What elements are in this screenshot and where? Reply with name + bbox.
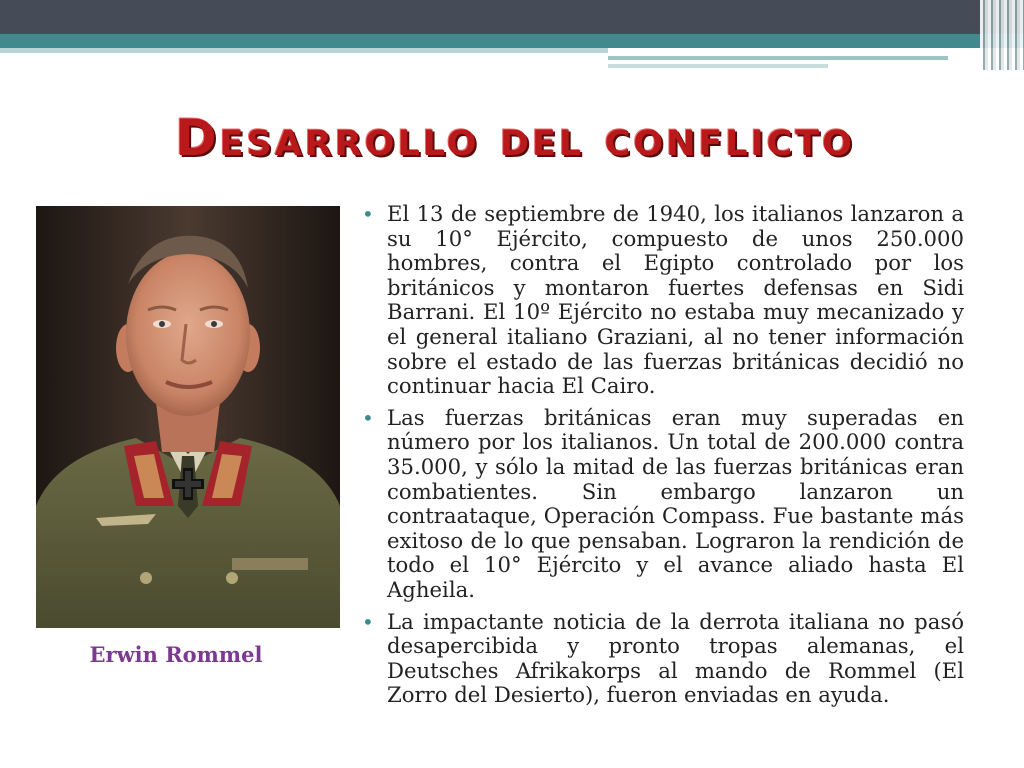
- bullet-icon: •: [362, 609, 374, 634]
- portrait-caption: Erwin Rommel: [89, 642, 263, 667]
- bullet-text: Las fuerzas británicas eran muy superadas en número por los italianos. Un total de 200.000 contra 35.000, y sólo la mitad de las fuerzas británicas eran combatientes. Sin embargo lanzaron un contraataque, Operación Compass. Fue bastante más exitoso de lo que pensaban. Lograron la rendición de todo el 10° Ejército y el avance aliado hasta El Agheila.: [387, 404, 964, 602]
- portrait-illustration: [36, 206, 340, 628]
- bullet-item: [360, 202, 964, 399]
- header-band-notch: [608, 48, 1024, 72]
- bullet-item: [360, 610, 964, 708]
- bullet-text: El 13 de septiembre de 1940, los italianos lanzaron a su 10° Ejército, compuesto de unos 250.000 hombres, contra el Egipto controlado por los británicos y montaron fuertes defensas en Sidi Barrani. El 10º Ejército no estaba muy mecanizado y el general italiano Graziani, al no tener información sobre el estado de las fuerzas británicas decidió no continuar hacia El Cairo.: [387, 201, 964, 399]
- bullet-icon: •: [362, 202, 374, 226]
- bullet-list: [360, 202, 964, 715]
- bullet-text: La impactante noticia de la derrota italiana no pasó desapercibida y pronto tropas alemanas, el Deutsches Afrikakorps al mando de Rommel (El Zorro del Desierto), fueron enviadas en ayuda.: [387, 608, 964, 708]
- header-accent-line: [608, 64, 828, 68]
- portrait-image: [36, 206, 340, 628]
- bullet-icon: •: [362, 405, 374, 430]
- bullet-item: [360, 406, 964, 603]
- header-band-teal: [0, 34, 1024, 48]
- header-stripes: [980, 0, 1024, 70]
- header-band-light: [0, 48, 610, 53]
- header-band-dark: [0, 0, 1024, 34]
- header-accent-line: [608, 56, 948, 60]
- slide-title: Desarrollo del conflicto: [175, 109, 855, 167]
